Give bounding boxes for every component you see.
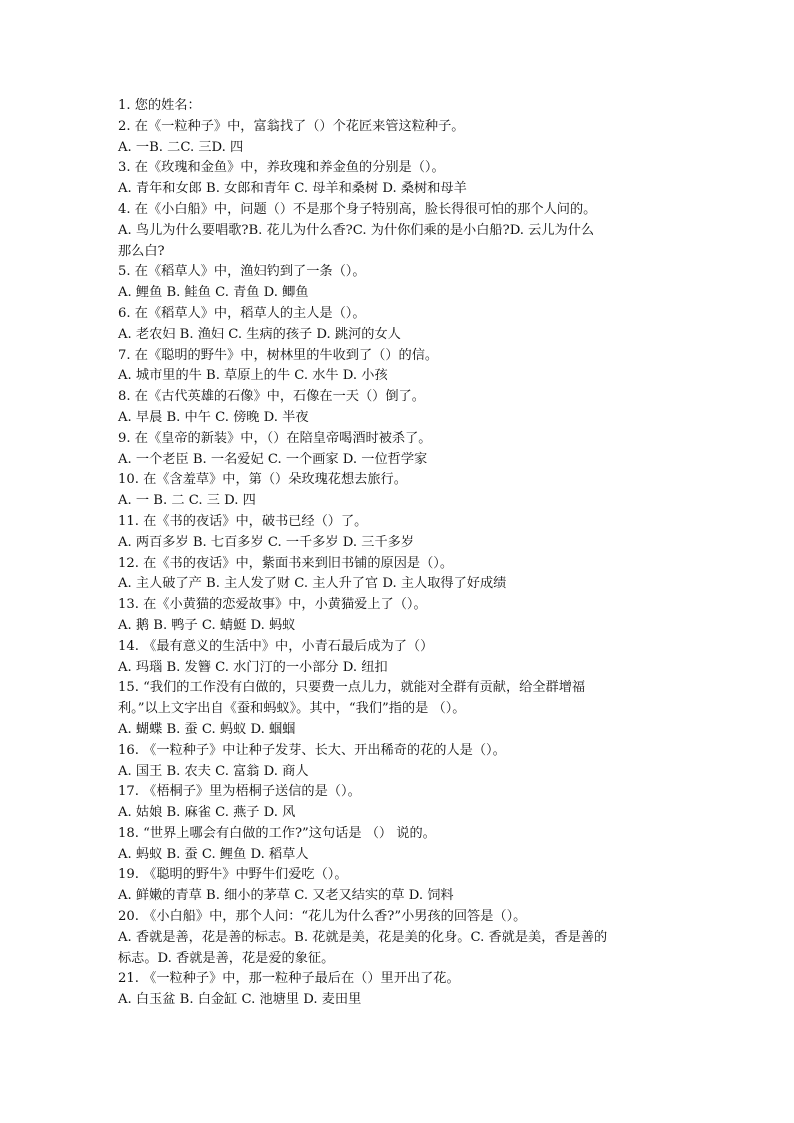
question-21: 21. 《一粒种子》中，那一粒种子最后在（）里开出了花。 bbox=[118, 971, 460, 987]
question-2: 2. 在《一粒种子》中，富翁找了（）个花匠来管这粒种子。 bbox=[118, 118, 465, 134]
options-5: A. 鲤鱼 B. 鲑鱼 C. 青鱼 D. 鲫鱼 bbox=[118, 285, 309, 301]
question-6: 6. 在《稻草人》中，稻草人的主人是（）。 bbox=[118, 305, 366, 321]
options-4-cont: 那么白? bbox=[118, 243, 165, 259]
options-19: A. 鲜嫩的青草 B. 细小的茅草 C. 又老又结实的草 D. 饲料 bbox=[118, 888, 454, 904]
options-8: A. 早晨 B. 中午 C. 傍晚 D. 半夜 bbox=[118, 409, 309, 425]
question-5: 5. 在《稻草人》中，渔妇钓到了一条（）。 bbox=[118, 264, 366, 280]
question-17: 17. 《梧桐子》里为梧桐子送信的是（）。 bbox=[118, 784, 361, 800]
options-18: A. 蚂蚁 B. 蚕 C. 鲤鱼 D. 稻草人 bbox=[118, 846, 309, 862]
options-3: A. 青年和女郎 B. 女郎和青年 C. 母羊和桑树 D. 桑树和母羊 bbox=[118, 181, 467, 197]
question-13: 13. 在《小黄猫的恋爱故事》中，小黄猫爱上了（）。 bbox=[118, 597, 427, 613]
question-18: 18. “世界上哪会有白做的工作?”这句话是 （） 说的。 bbox=[118, 825, 436, 841]
options-14: A. 玛瑙 B. 发簪 C. 水门汀的一小部分 D. 纽扣 bbox=[118, 659, 388, 675]
options-2: A. 一B. 二C. 三D. 四 bbox=[118, 139, 244, 155]
question-11: 11. 在《书的夜话》中，破书已经（）了。 bbox=[118, 513, 368, 529]
question-16: 16. 《一粒种子》中让种子发芽、长大、开出稀奇的花的人是（）。 bbox=[118, 742, 506, 758]
question-14: 14. 《最有意义的生活中》中，小青石最后成为了（） bbox=[118, 638, 434, 654]
document-page bbox=[118, 96, 678, 1011]
question-4: 4. 在《小白船》中，问题（）不是那个身子特别高，脸长得很可怕的那个人问的。 bbox=[118, 201, 597, 217]
question-9: 9. 在《皇帝的新装》中，（）在陪皇帝喝酒时被杀了。 bbox=[118, 430, 432, 446]
question-12: 12. 在《书的夜话》中，紫面书来到旧书铺的原因是（）。 bbox=[118, 555, 454, 571]
options-21: A. 白玉盆 B. 白金缸 C. 池塘里 D. 麦田里 bbox=[118, 992, 362, 1008]
options-20-cont: 标志。D. 香就是善，花是爱的象征。 bbox=[118, 950, 335, 966]
question-10: 10. 在《含羞草》中，第（）朵玫瑰花想去旅行。 bbox=[118, 472, 407, 488]
question-8: 8. 在《古代英雄的石像》中，石像在一天（）倒了。 bbox=[118, 389, 425, 405]
question-15: 15. “我们的工作没有白做的，只要费一点儿力，就能对全群有贡献，给全群增福 bbox=[118, 680, 586, 696]
options-13: A. 鹅 B. 鸭子 C. 蜻蜓 D. 蚂蚁 bbox=[118, 617, 296, 633]
name-field-line: 1. 您的姓名： bbox=[118, 98, 201, 113]
options-6: A. 老农妇 B. 渔妇 C. 生病的孩子 D. 跳河的女人 bbox=[118, 326, 401, 342]
question-20: 20. 《小白船》中，那个人问：“花儿为什么香?”小男孩的回答是（）。 bbox=[118, 909, 527, 925]
question-7: 7. 在《聪明的野牛》中，树林里的牛收到了（）的信。 bbox=[118, 347, 439, 363]
question-19: 19. 《聪明的野牛》中野牛们爱吃（）。 bbox=[118, 867, 348, 883]
options-10: A. 一 B. 二 C. 三 D. 四 bbox=[118, 493, 256, 509]
options-4: A. 鸟儿为什么要唱歌?B. 花儿为什么香?C. 为什你们乘的是小白船?D. 云儿为什么 bbox=[118, 222, 595, 238]
options-15: A. 蝴蝶 B. 蚕 C. 蚂蚁 D. 蝈蝈 bbox=[118, 721, 296, 737]
options-11: A. 两百多岁 B. 七百多岁 C. 一千多岁 D. 三千多岁 bbox=[118, 534, 415, 550]
options-12: A. 主人破了产 B. 主人发了财 C. 主人升了官 D. 主人取得了好成绩 bbox=[118, 576, 507, 592]
question-3: 3. 在《玫瑰和金鱼》中，养玫瑰和养金鱼的分别是（）。 bbox=[118, 160, 445, 176]
options-16: A. 国王 B. 农夫 C. 富翁 D. 商人 bbox=[118, 763, 309, 779]
options-7: A. 城市里的牛 B. 草原上的牛 C. 水牛 D. 小孩 bbox=[118, 368, 388, 384]
options-20: A. 香就是善，花是善的标志。B. 花就是美，花是美的化身。C. 香就是美，香是善的 bbox=[118, 929, 608, 945]
options-9: A. 一个老臣 B. 一名爱妃 C. 一个画家 D. 一位哲学家 bbox=[118, 451, 428, 467]
options-17: A. 姑娘 B. 麻雀 C. 燕子 D. 风 bbox=[118, 805, 296, 821]
question-15-cont: 利。”以上文字出自《蚕和蚂蚁》。其中，“我们”指的是 （）。 bbox=[118, 701, 466, 717]
